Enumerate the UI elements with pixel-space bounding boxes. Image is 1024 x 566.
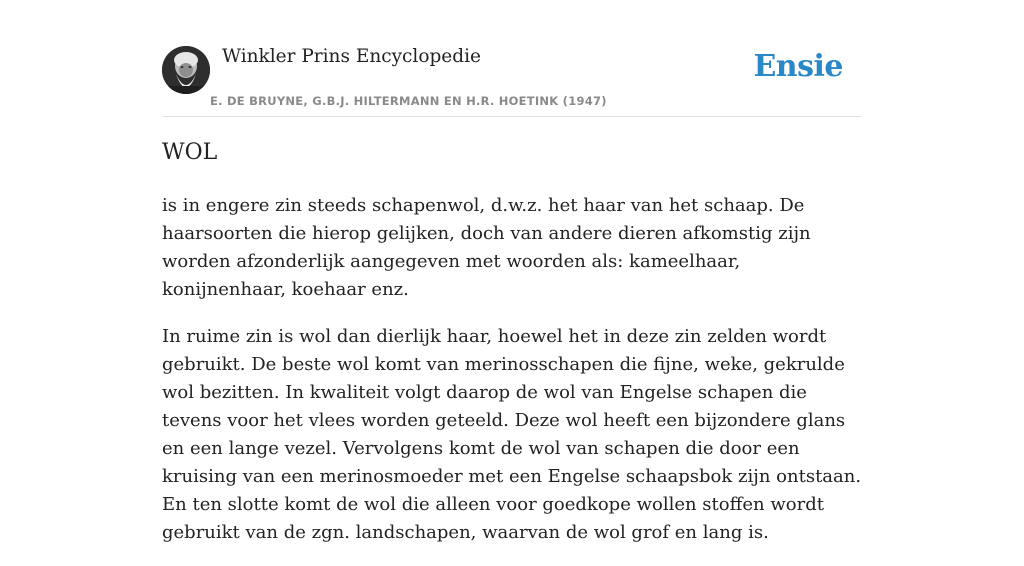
source-header	[162, 0, 862, 117]
author-portrait-icon	[162, 46, 210, 94]
entry-paragraph: is in engere zin steeds schapenwol, d.w.z. het haar van het schaap. De haarsoorten die hierop gelijken, doch van andere dieren afkomstig zijn worden afzonderlijk aangegeven met woorden als: kameelhaar, konijnenhaar, koehaar enz.	[162, 195, 811, 300]
article-page	[162, 0, 862, 543]
entry-title: WOL	[162, 140, 218, 165]
source-title[interactable]: Winkler Prins Encyclopedie	[222, 46, 481, 67]
ensie-logo-link[interactable]: Ensie	[753, 49, 843, 84]
author-avatar[interactable]	[162, 46, 210, 94]
entry-paragraph: In ruime zin is wol dan dierlijk haar, hoewel het in deze zin zelden wordt gebruikt. De beste wol komt van merinosschapen die fijne, weke, gekrulde wol bezitten. In kwaliteit volgt daarop de wol van Engelse schapen die tevens voor het vlees worden geteeld. Deze wol heeft een bijzondere glans en een lange vezel. Vervolgens komt de wol van schapen die door een kruising van een merinosmoeder met een Engelse schaapsbok zijn ontstaan. En ten slotte komt de wol die alleen voor goedkope wollen stoffen wordt gebruikt van de zgn. landschapen, waarvan de wol grof en lang is.	[162, 326, 862, 543]
source-authors: E. DE BRUYNE, G.B.J. HILTERMANN EN H.R. HOETINK (1947)	[210, 94, 607, 108]
entry-content	[162, 192, 862, 566]
